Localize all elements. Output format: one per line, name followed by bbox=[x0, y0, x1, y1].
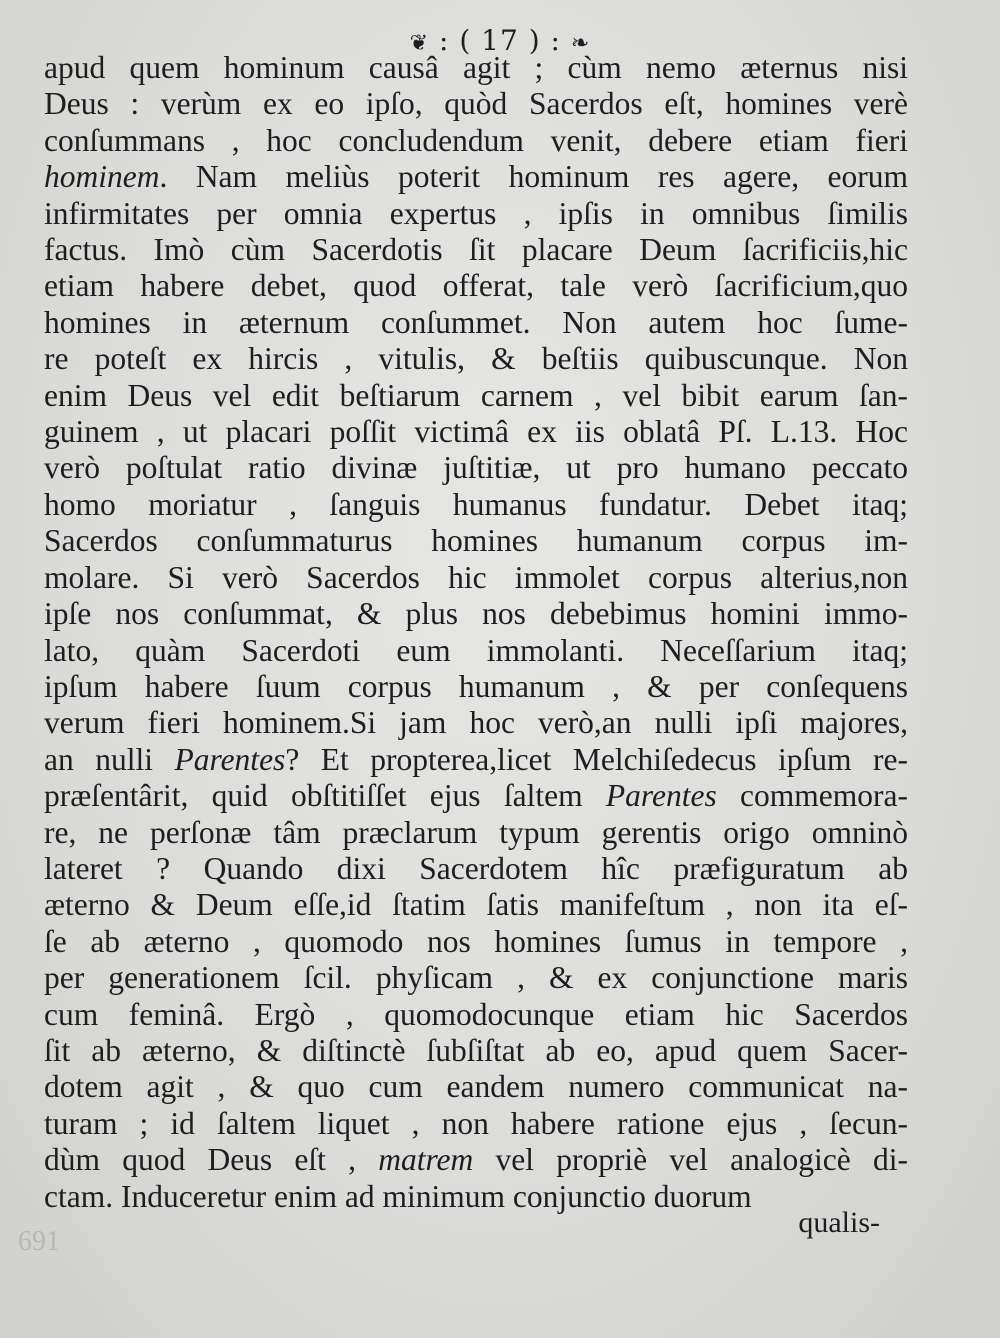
text-line: etiam habere debet, quod offerat, tale verò ſacrificium,quo bbox=[44, 268, 908, 304]
text-line: re poteſt ex hircis , vitulis, & beſtiis quibuscunque. Non bbox=[44, 341, 908, 377]
text-line: apud quem hominum causâ agit ; cùm nemo æternus nisi bbox=[44, 50, 908, 85]
text-line: per generationem ſcil. phyſicam , & ex conjunctione maris bbox=[44, 960, 908, 996]
text-line: ctam. Induceretur enim ad minimum conjunctio duorum bbox=[44, 1178, 752, 1214]
text-line: an nulli Parentes? Et propterea,licet Melchiſedecus ipſum re- bbox=[44, 741, 908, 777]
text-line: Deus : verùm ex eo ipſo, quòd Sacerdos eſt, homines verè bbox=[44, 86, 908, 122]
body-text bbox=[44, 50, 908, 1215]
page-number: : ( 17 ) : bbox=[439, 24, 561, 57]
text-line: lateret ? Quando dixi Sacerdotem hîc præfiguratum ab bbox=[44, 850, 908, 886]
text-line: molare. Si verò Sacerdos hic immolet corpus alterius,non bbox=[44, 559, 908, 595]
catchword: qualis- bbox=[798, 1206, 880, 1239]
text-line: cum feminâ. Ergò , quomodocunque etiam hic Sacerdos bbox=[44, 996, 908, 1032]
text-line: turam ; id ſaltem liquet , non habere ratione ejus , ſecun- bbox=[44, 1105, 908, 1141]
text-line: verum fieri hominem.Si jam hoc verò,an nulli ipſi majores, bbox=[44, 705, 908, 741]
text-line: ſe ab æterno , quomodo nos homines ſumus in tempore , bbox=[44, 923, 908, 959]
text-line: factus. Imò cùm Sacerdotis ſit placare Deum ſacrificiis,hic bbox=[44, 232, 908, 268]
text-line: æterno & Deum eſſe,id ſtatim ſatis manifeſtum , non ita eſ- bbox=[44, 887, 908, 923]
text-line: ipſum habere ſuum corpus humanum , & per conſequens bbox=[44, 668, 908, 704]
text-line: infirmitates per omnia expertus , ipſis in omnibus ſimilis bbox=[44, 195, 908, 231]
text-line: ſit ab æterno, & diſtinctè ſubſiſtat ab eo, apud quem Sacer- bbox=[44, 1032, 908, 1068]
right-ornament-icon: ❧ bbox=[570, 31, 591, 56]
text-line: homo moriatur , ſanguis humanus fundatur. Debet itaq; bbox=[44, 486, 908, 522]
text-line: dotem agit , & quo cum eandem numero communicat na- bbox=[44, 1069, 908, 1105]
text-line: dùm quod Deus eſt , matrem vel propriè vel analogicè di- bbox=[44, 1142, 908, 1178]
text-line: enim Deus vel edit beſtiarum carnem , vel bibit earum ſan- bbox=[44, 377, 908, 413]
text-line: verò poſtulat ratio divinæ juſtitiæ, ut pro humano peccato bbox=[44, 450, 908, 486]
text-line: homines in æternum conſummet. Non autem hoc ſume- bbox=[44, 304, 908, 340]
left-ornament-icon: ❦ bbox=[409, 31, 430, 56]
bleed-through-text: 691 bbox=[18, 1226, 60, 1257]
text-line: guinem , ut placari poſſit victimâ ex iis oblatâ Pſ. L.13. Hoc bbox=[44, 414, 908, 450]
text-line: re, ne perſonæ tâm præclarum typum gerentis origo omninò bbox=[44, 814, 908, 850]
text-line: conſummans , hoc concludendum venit, debere etiam fieri bbox=[44, 122, 908, 158]
text-line: ipſe nos conſummat, & plus nos debebimus homini immo- bbox=[44, 596, 908, 632]
text-line: lato, quàm Sacerdoti eum immolanti. Neceſſarium itaq; bbox=[44, 632, 908, 668]
text-line: præſentârit, quid obſtitiſſet ejus ſaltem Parentes commemora- bbox=[44, 778, 908, 814]
text-line: Sacerdos conſummaturus homines humanum corpus im- bbox=[44, 523, 908, 559]
text-line: hominem. Nam meliùs poterit hominum res agere, eorum bbox=[44, 159, 908, 195]
